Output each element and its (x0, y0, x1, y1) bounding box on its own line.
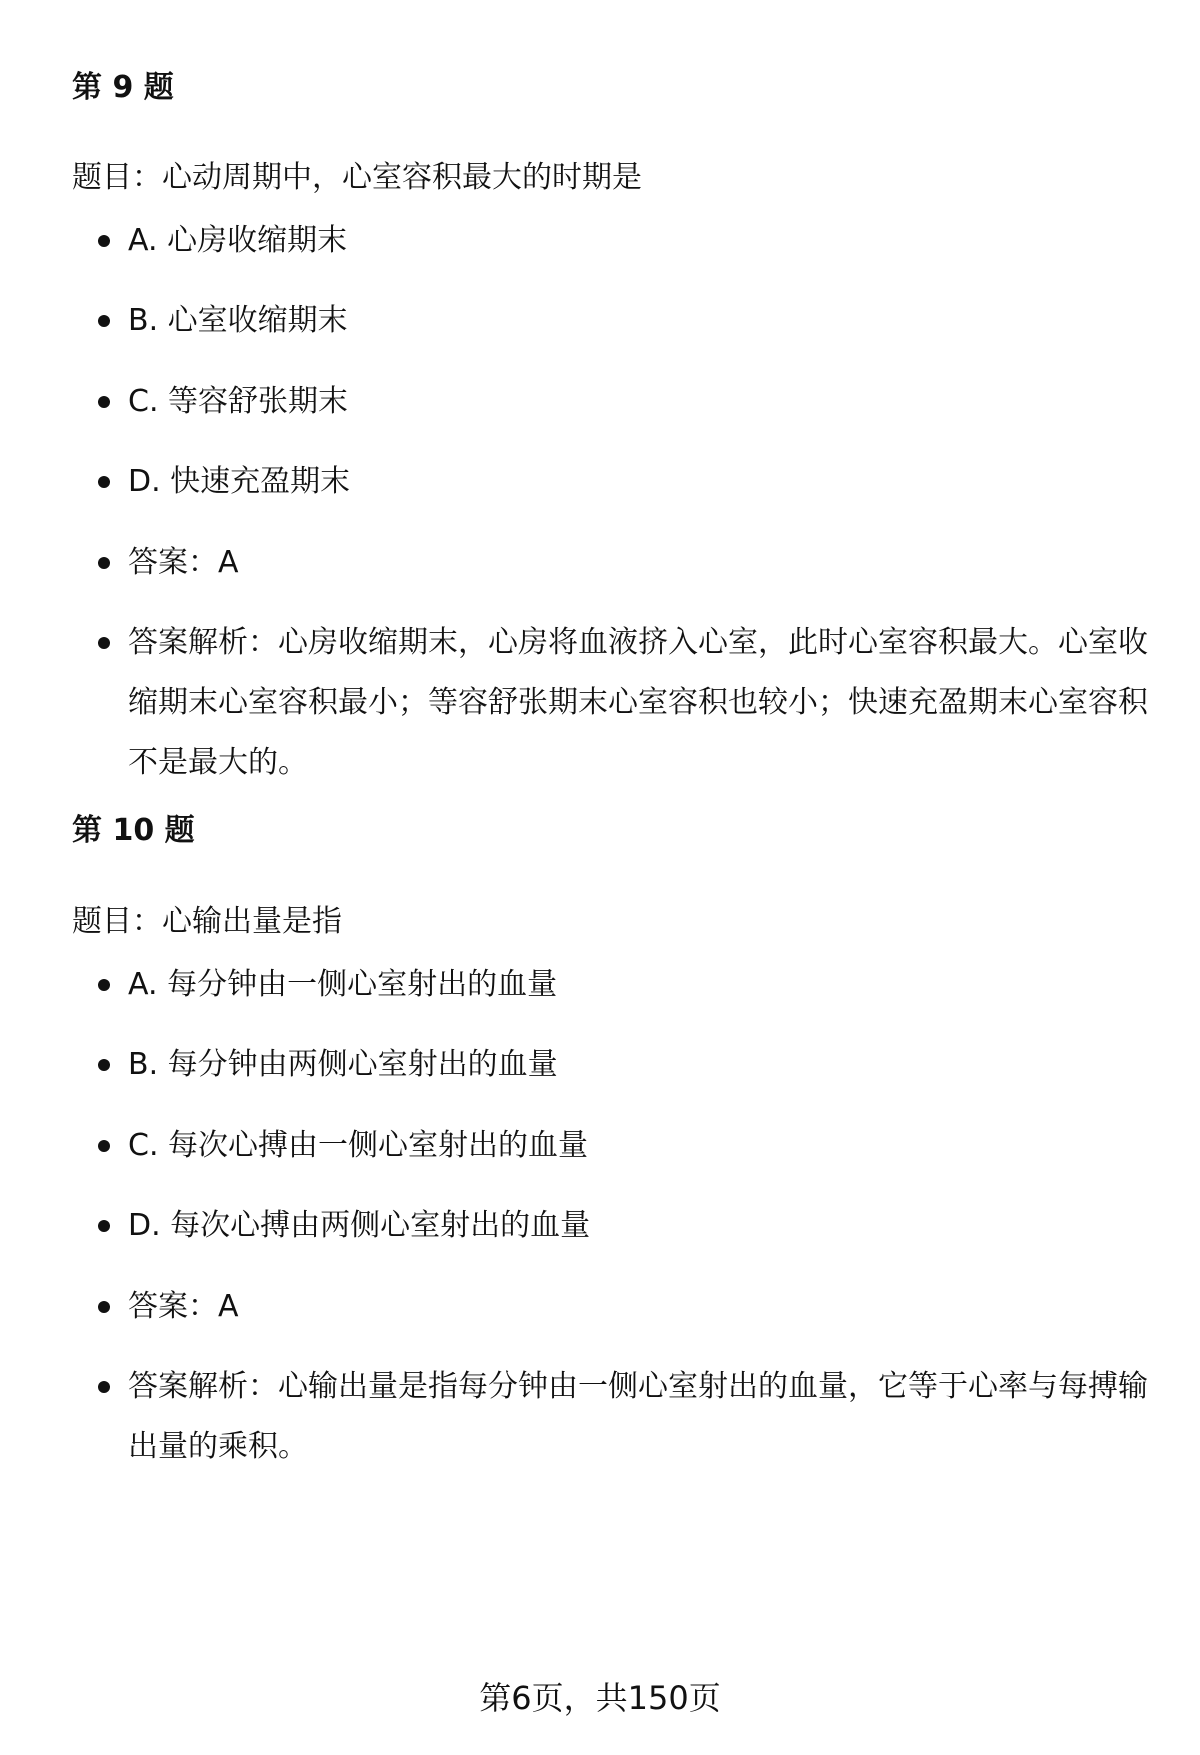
question-9-option-b: B. 心室收缩期末 (128, 291, 1148, 351)
bullet-icon (98, 235, 110, 247)
question-10-answer: 答案：A (128, 1277, 1148, 1337)
bullet-icon (98, 396, 110, 408)
bullet-icon (98, 637, 110, 649)
bullet-icon (98, 476, 110, 488)
question-10-title: 第 10 题 (72, 813, 195, 848)
page-number: 第6页，共150页 (479, 1679, 721, 1717)
question-10-option-c: C. 每次心搏由一侧心室射出的血量 (128, 1116, 1148, 1176)
question-9-stem: 题目：心动周期中，心室容积最大的时期是 (72, 160, 642, 195)
bullet-icon (98, 1059, 110, 1071)
bullet-icon (98, 1381, 110, 1393)
question-9-title: 第 9 题 (72, 70, 174, 105)
question-10-option-a: A. 每分钟由一侧心室射出的血量 (128, 955, 1148, 1015)
question-9-option-a: A. 心房收缩期末 (128, 211, 1148, 271)
bullet-icon (98, 1140, 110, 1152)
question-9-option-d: D. 快速充盈期末 (128, 452, 1148, 512)
question-10-analysis: 答案解析：心输出量是指每分钟由一侧心室射出的血量，它等于心率与每搏输出量的乘积。 (128, 1357, 1148, 1477)
question-9-answer: 答案：A (128, 533, 1148, 593)
bullet-icon (98, 557, 110, 569)
bullet-icon (98, 1220, 110, 1232)
bullet-icon (98, 979, 110, 991)
question-9-option-c: C. 等容舒张期末 (128, 372, 1148, 432)
question-10-stem: 题目：心输出量是指 (72, 904, 342, 939)
question-9-analysis: 答案解析：心房收缩期末，心房将血液挤入心室，此时心室容积最大。心室收缩期末心室容积最小；等容舒张期末心室容积也较小；快速充盈期末心室容积不是最大的。 (128, 613, 1148, 793)
question-10-option-d: D. 每次心搏由两侧心室射出的血量 (128, 1196, 1148, 1256)
bullet-icon (98, 315, 110, 327)
bullet-icon (98, 1301, 110, 1313)
question-10-option-b: B. 每分钟由两侧心室射出的血量 (128, 1035, 1148, 1095)
